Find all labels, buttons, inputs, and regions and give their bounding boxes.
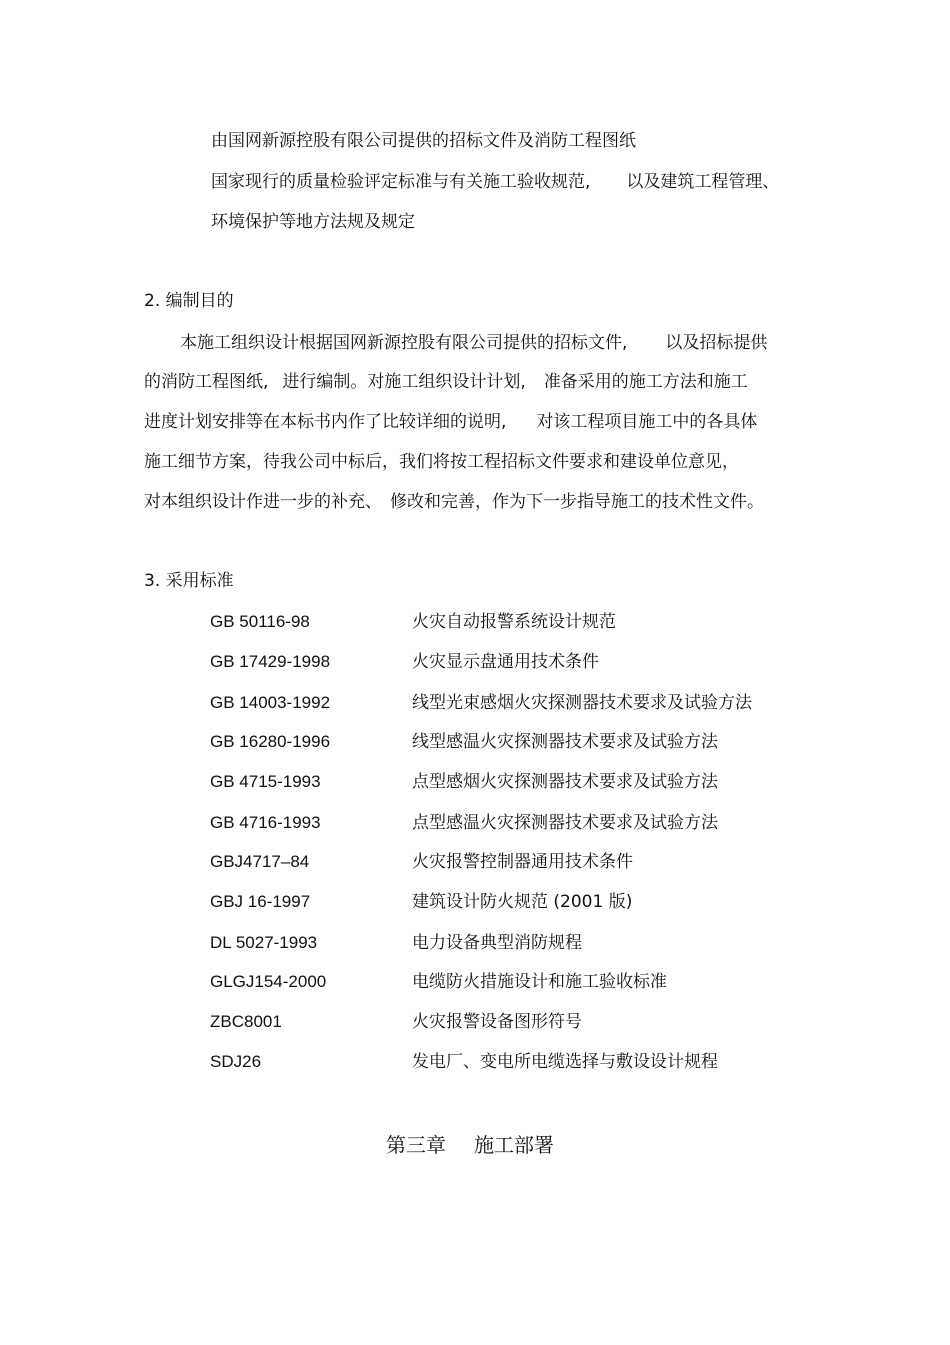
- intro-line-2-part-b: 以及建筑工程管理、: [626, 172, 780, 192]
- standard-code: GLGJ154-2000: [210, 972, 327, 991]
- section-2-heading: 2. 编制目的: [144, 291, 234, 311]
- section-2-paragraph-line-5: [144, 490, 764, 514]
- text-segment: 的消防工程图纸,: [144, 372, 269, 392]
- section-3-heading: 3. 采用标准: [144, 571, 234, 591]
- text-segment: 进度计划安排等在本标书内作了比较详细的说明,: [144, 412, 507, 432]
- standard-name: 建筑设计防火规范 (2001 版): [412, 892, 633, 912]
- standard-code: GBJ4717–84: [210, 852, 310, 871]
- chapter-number: 第三章: [386, 1133, 446, 1157]
- standard-name: 火灾报警设备图形符号: [412, 1012, 582, 1032]
- intro-line-3: 环境保护等地方法规及规定: [211, 212, 415, 232]
- standard-name: 火灾自动报警系统设计规范: [412, 612, 616, 632]
- text-segment: 本施工组织设计根据国网新源控股有限公司提供的招标文件,: [180, 333, 628, 353]
- section-2-paragraph-line-3: [144, 410, 757, 434]
- section-2-paragraph-line-1: [180, 331, 767, 355]
- intro-line-1: 由国网新源控股有限公司提供的招标文件及消防工程图纸: [211, 131, 636, 151]
- standard-name: 火灾显示盘通用技术条件: [412, 652, 599, 672]
- chapter-title: 施工部署: [474, 1133, 554, 1157]
- text-segment: 修改和完善，作为下一步指导施工的技术性文件。: [390, 492, 764, 512]
- standard-code: GB 50116-98: [210, 612, 310, 631]
- text-segment: 进行编制。对施工组织设计计划,: [282, 372, 526, 392]
- standard-code: GB 16280-1996: [210, 732, 331, 751]
- standard-code: GB 14003-1992: [210, 693, 331, 712]
- standard-name: 线型光束感烟火灾探测器技术要求及试验方法: [412, 693, 752, 713]
- standard-name: 线型感温火灾探测器技术要求及试验方法: [412, 732, 718, 752]
- standard-name: 电缆防火措施设计和施工验收标准: [412, 972, 667, 992]
- standard-code: GB 4716-1993: [210, 813, 321, 832]
- standard-name: 火灾报警控制器通用技术条件: [412, 852, 633, 872]
- text-segment: 对本组织设计作进一步的补充、: [144, 492, 382, 512]
- standard-code: GB 17429-1998: [210, 652, 331, 671]
- text-segment: 准备采用的施工方法和施工: [543, 372, 748, 392]
- standard-name: 点型感烟火灾探测器技术要求及试验方法: [412, 772, 718, 792]
- standard-code: GBJ 16-1997: [210, 892, 311, 911]
- standard-code: ZBC8001: [210, 1012, 282, 1031]
- standard-code: DL 5027-1993: [210, 933, 318, 952]
- standard-code: GB 4715-1993: [210, 772, 321, 791]
- standard-name: 电力设备典型消防规程: [412, 933, 582, 953]
- standard-name: 点型感温火灾探测器技术要求及试验方法: [412, 813, 718, 833]
- chapter-heading: [386, 1131, 554, 1159]
- section-2-paragraph-line-4: 施工细节方案，待我公司中标后，我们将按工程招标文件要求和建设单位意见，: [144, 452, 739, 472]
- intro-line-2: [211, 170, 779, 194]
- text-segment: 对该工程项目施工中的各具体: [536, 412, 758, 432]
- standard-code: SDJ26: [210, 1052, 262, 1071]
- text-segment: 以及招标提供: [665, 333, 768, 353]
- section-2-paragraph-line-2: [144, 370, 748, 394]
- standard-name: 发电厂、变电所电缆选择与敷设设计规程: [412, 1052, 718, 1072]
- intro-line-2-part-a: 国家现行的质量检验评定标准与有关施工验收规范,: [211, 172, 591, 192]
